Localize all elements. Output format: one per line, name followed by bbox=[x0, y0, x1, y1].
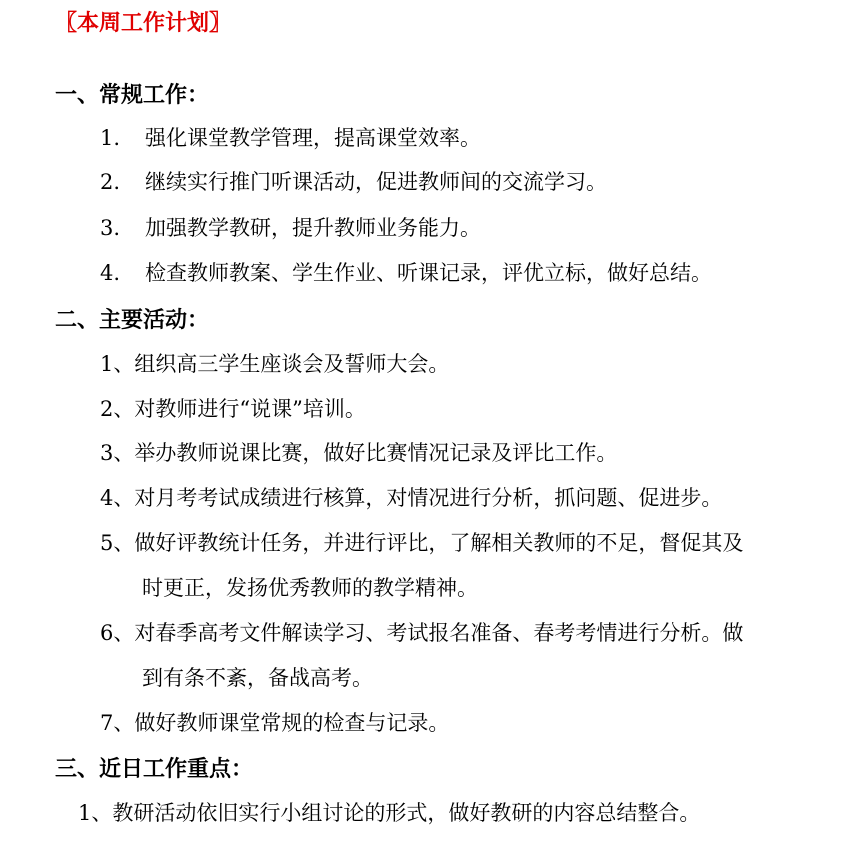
item-text: 组织高三学生座谈会及誓师大会。 bbox=[134, 352, 450, 376]
item-text: 对春季高考文件解读学习、考试报名准备、春考考情进行分析。做 bbox=[134, 621, 744, 645]
item-text: 教研活动依旧实行小组讨论的形式，做好教研的内容总结整合。 bbox=[112, 801, 701, 825]
list-item bbox=[78, 797, 700, 827]
item-number: 2. bbox=[100, 170, 121, 194]
item-number: 3. bbox=[100, 216, 121, 240]
section-heading: 一、常规工作： bbox=[55, 82, 210, 108]
item-continuation: 时更正，发扬优秀教师的教学精神。 bbox=[142, 576, 478, 600]
list-item bbox=[100, 212, 481, 242]
list-item bbox=[100, 617, 743, 647]
item-number: 5、 bbox=[100, 531, 135, 555]
list-item bbox=[100, 166, 607, 196]
item-text: 对教师进行“说课”培训。 bbox=[134, 397, 366, 421]
plan-title: 〖本周工作计划〗 bbox=[55, 10, 232, 36]
item-number: 4、 bbox=[100, 486, 135, 510]
item-text: 做好教师课堂常规的检查与记录。 bbox=[134, 711, 450, 735]
item-number: 7、 bbox=[100, 711, 135, 735]
item-number: 1、 bbox=[100, 352, 135, 376]
list-item bbox=[100, 348, 449, 378]
item-number: 4. bbox=[100, 261, 121, 285]
list-item bbox=[100, 527, 743, 557]
list-item bbox=[100, 393, 366, 423]
section-heading: 二、主要活动： bbox=[55, 307, 210, 333]
item-number: 6、 bbox=[100, 621, 135, 645]
item-number: 2、 bbox=[100, 397, 135, 421]
item-number: 1、 bbox=[78, 801, 113, 825]
item-text: 对月考考试成绩进行核算，对情况进行分析，抓问题、促进步。 bbox=[134, 486, 723, 510]
list-item bbox=[100, 707, 449, 737]
item-number: 3、 bbox=[100, 441, 135, 465]
section-heading: 三、近日工作重点： bbox=[55, 756, 254, 782]
item-text: 举办教师说课比赛，做好比赛情况记录及评比工作。 bbox=[134, 441, 618, 465]
list-item bbox=[100, 122, 481, 152]
list-item bbox=[100, 257, 712, 287]
item-text: 做好评教统计任务，并进行评比，了解相关教师的不足，督促其及 bbox=[134, 531, 744, 555]
item-text: 加强教学教研，提升教师业务能力。 bbox=[145, 216, 481, 240]
item-text: 检查教师教案、学生作业、听课记录，评优立标，做好总结。 bbox=[145, 261, 712, 285]
item-text: 继续实行推门听课活动，促进教师间的交流学习。 bbox=[145, 170, 607, 194]
item-number: 1. bbox=[100, 126, 121, 150]
item-text: 强化课堂教学管理，提高课堂效率。 bbox=[145, 126, 481, 150]
item-continuation: 到有条不紊，备战高考。 bbox=[142, 666, 373, 690]
list-item bbox=[100, 437, 617, 467]
list-item bbox=[100, 482, 722, 512]
